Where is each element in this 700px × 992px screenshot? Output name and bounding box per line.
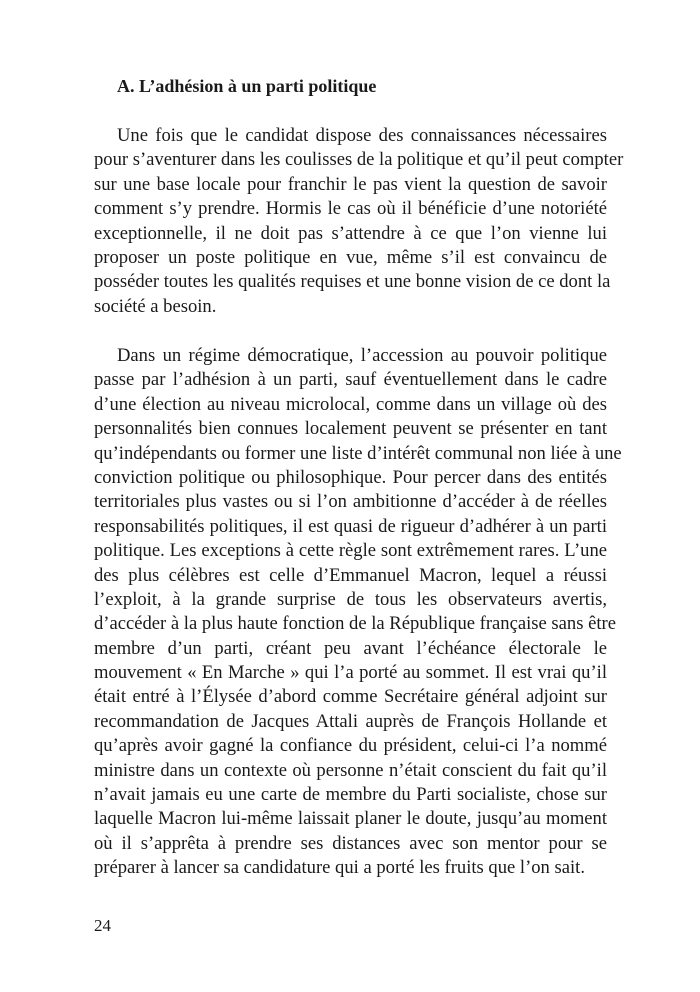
text-line: n’avait jamais eu une carte de membre du Parti socialiste, chose sur [94, 784, 607, 806]
text-line: conviction politique ou philosophique. Pour percer dans des entités [94, 466, 607, 488]
text-line: qu’après avoir gagné la confiance du président, celui-ci l’a nommé [94, 735, 607, 757]
text-line: était entré à l’Élysée d’abord comme Secrétaire général adjoint sur [94, 686, 607, 708]
text-line: l’exploit, à la grande surprise de tous les observateurs avertis, [94, 588, 607, 610]
paragraph-2 [94, 344, 622, 881]
text-line: Une fois que le candidat dispose des connaissances nécessaires [117, 125, 607, 146]
text-line: sur une base locale pour franchir le pas vient la question de savoir [94, 173, 607, 195]
text-line: ministre dans un contexte où personne n’était conscient du fait qu’il [94, 759, 607, 781]
text-line: pour s’aventurer dans les coulisses de la politique et qu’il peut compter [94, 149, 624, 171]
text-line: exceptionnelle, il ne doit pas s’attendre à ce que l’on vienne lui [94, 222, 607, 244]
text-line: responsabilités politiques, il est quasi de rigueur d’adhérer à un parti [94, 515, 607, 537]
text-line: Dans un régime démocratique, l’accession au pouvoir politique [117, 345, 607, 366]
text-line: territoriales plus vastes ou si l’on ambitionne d’accéder à de réelles [94, 491, 607, 513]
text-line: préparer à lancer sa candidature qui a porté les fruits que l’on sait. [94, 857, 585, 879]
text-line: des plus célèbres est celle d’Emmanuel Macron, lequel a réussi [94, 564, 607, 586]
text-line: proposer un poste politique en vue, même s’il est convaincu de [94, 246, 607, 268]
text-line: passe par l’adhésion à un parti, sauf éventuellement dans le cadre [94, 369, 607, 391]
text-line: d’une élection au niveau microlocal, comme dans un village où des [94, 393, 607, 415]
text-line: où il s’apprêta à prendre ses distances avec son mentor pour se [94, 832, 607, 854]
text-line: membre d’un parti, créant peu avant l’échéance électorale le [94, 637, 607, 659]
text-line: laquelle Macron lui-même laissait planer le doute, jusqu’au moment [94, 808, 607, 830]
text-line: mouvement « En Marche » qui l’a porté au sommet. Il est vrai qu’il [94, 662, 607, 684]
section-heading: A. L’adhésion à un parti politique [117, 76, 377, 96]
page-number: 24 [94, 916, 111, 935]
text-line: d’accéder à la plus haute fonction de la République française sans être [94, 613, 616, 635]
text-line: personnalités bien connues localement peuvent se présenter en tant [94, 418, 607, 440]
text-line: qu’indépendants ou former une liste d’intérêt communal non liée à une [94, 442, 622, 464]
text-line: posséder toutes les qualités requises et une bonne vision de ce dont la [94, 271, 611, 293]
text-line: politique. Les exceptions à cette règle sont extrêmement rares. L’une [94, 540, 607, 562]
paragraph-1 [94, 124, 624, 319]
text-line: comment s’y prendre. Hormis le cas où il bénéficie d’une notoriété [94, 198, 607, 220]
text-line: société a besoin. [94, 295, 217, 317]
text-line: recommandation de Jacques Attali auprès de François Hollande et [94, 710, 607, 732]
